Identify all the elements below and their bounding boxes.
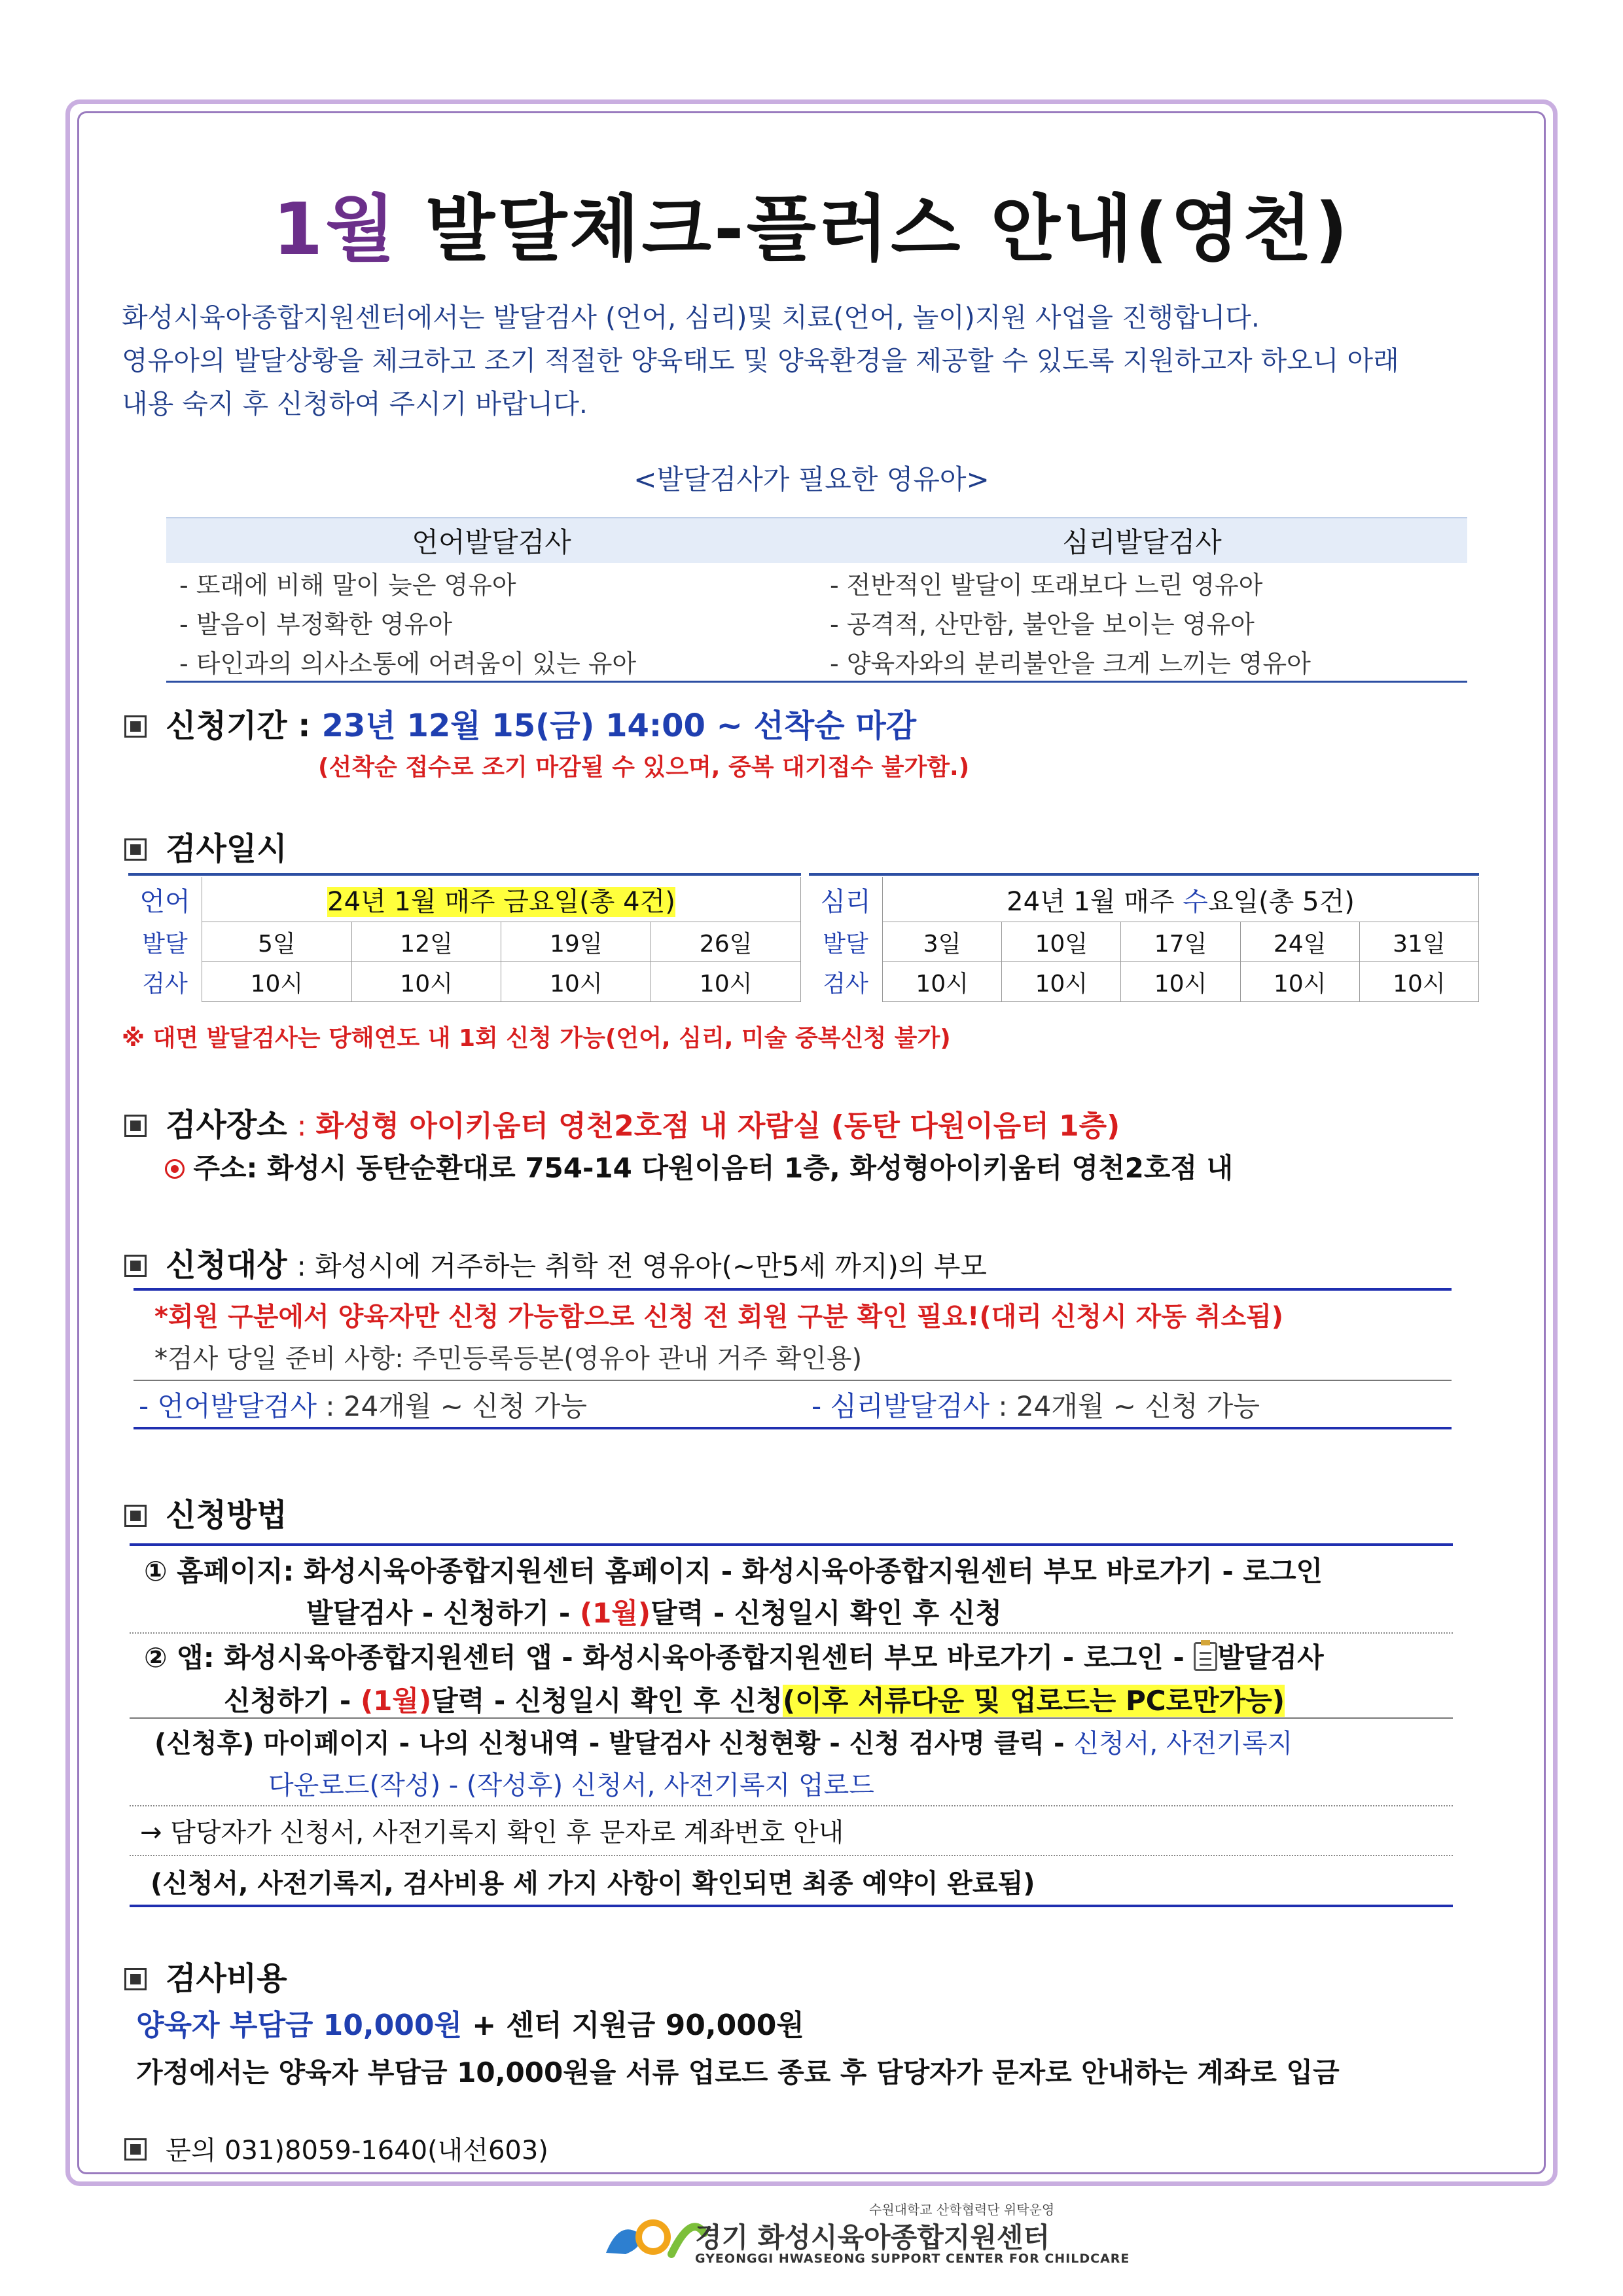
schedule-rule (128, 873, 801, 876)
target-lang: - 언어발달검사 : 24개월 ~ 신청 가능 (139, 1390, 587, 1422)
psy-side-label: 발달 (823, 930, 868, 958)
schedule-label: 검사일시 (166, 831, 287, 867)
contact-label: 문의 031)8059-1640(내선603) (166, 2136, 548, 2166)
title-month: 1월 (272, 187, 398, 271)
period-section (124, 700, 916, 745)
psy-schedule-header: 24년 1월 매주 수요일(총 5건) (883, 877, 1479, 922)
place-label: 검사장소 (166, 1107, 287, 1143)
lang-time: 10시 (351, 962, 501, 1002)
lang-date: 19일 (501, 922, 651, 962)
psy-date: 17일 (1121, 922, 1240, 962)
method-rule (130, 1717, 1453, 1719)
method-label: 신청방법 (166, 1497, 287, 1534)
footer-center-eng: GYEONGGI HWASEONG SUPPORT CENTER FOR CHILDCARE (695, 2251, 1130, 2266)
schedule-rule (809, 873, 1479, 876)
need-cell: - 공격적, 산만함, 불안을 보이는 영유아 (830, 609, 1255, 639)
contact-section (124, 2130, 548, 2167)
need-header-lang: 언어발달검사 (166, 518, 817, 563)
target-circle-icon (165, 1159, 185, 1179)
need-cell: - 또래에 비해 말이 늦은 영유아 (179, 570, 516, 600)
lang-side-label: 언어 (139, 886, 190, 917)
bullet-square-icon (124, 838, 147, 861)
target-label: 신청대상 (166, 1247, 287, 1283)
psy-side-label: 심리 (820, 886, 871, 917)
method-homepage: ① 홈페이지: 화성시육아종합지원센터 홈페이지 - 화성시육아종합지원센터 부모 바로가기 - 로그인 (144, 1555, 1323, 1587)
lang-side-label: 발달 (142, 930, 188, 958)
lang-schedule-table (128, 877, 801, 1002)
place-section: 검사장소 : 화성형 아이키움터 영천2호점 내 자람실 (동탄 다원이음터 1층) (124, 1100, 1120, 1145)
target-rule (134, 1427, 1452, 1429)
psy-date: 31일 (1359, 922, 1478, 962)
bullet-square-icon (124, 715, 147, 738)
period-label: 신청기간 : (166, 708, 311, 744)
psy-time: 10시 (1240, 962, 1359, 1002)
target-value: : 화성시에 거주하는 취학 전 영유아(~만5세 까지)의 부모 (296, 1250, 987, 1282)
bullet-square-icon (124, 2138, 147, 2161)
lang-time: 10시 (501, 962, 651, 1002)
need-table (166, 517, 1467, 683)
need-header-psy: 심리발달검사 (817, 518, 1467, 563)
title-text: 발달체크-플러스 안내(영천) (425, 187, 1351, 271)
page-title (0, 171, 1623, 275)
method-app: ② 앱: 화성시육아종합지원센터 앱 - 화성시육아종합지원센터 부모 바로가기 - 로그인 - 발달검사 (144, 1641, 1324, 1674)
psy-side-label: 검사 (823, 970, 868, 997)
psy-date: 24일 (1240, 922, 1359, 962)
center-logo-icon (599, 2207, 711, 2266)
bullet-square-icon (124, 1115, 147, 1137)
lang-date: 26일 (651, 922, 801, 962)
lang-schedule-header: 24년 1월 매주 금요일(총 4건) (202, 877, 801, 922)
need-cell: - 양육자와의 분리불안을 크게 느끼는 영유아 (817, 641, 1467, 682)
method-rule (130, 1855, 1453, 1856)
cost-amounts: 양육자 부담금 10,000원 + 센터 지원금 90,000원 (136, 2009, 804, 2042)
target-note-prep: *검사 당일 준비 사항: 주민등록등본(영유아 관내 거주 확인용) (154, 1344, 863, 1374)
method-rule (130, 1905, 1453, 1907)
psy-time: 10시 (1121, 962, 1240, 1002)
lang-date: 5일 (202, 922, 352, 962)
method-after-cont: 다운로드(작성) - (작성후) 신청서, 사전기록지 업로드 (268, 1770, 874, 1801)
need-cell: - 타인과의 의사소통에 어려움이 있는 유아 (166, 641, 817, 682)
psy-time: 10시 (883, 962, 1002, 1002)
bullet-square-icon (124, 1505, 147, 1527)
bullet-square-icon (124, 1968, 147, 1990)
place-value: 화성형 아이키움터 영천2호점 내 자람실 (동탄 다원이음터 1층) (315, 1109, 1120, 1143)
method-rule (130, 1632, 1453, 1634)
schedule-note: ※ 대면 발달검사는 당해연도 내 1회 신청 가능(언어, 심리, 미술 중복신청 불가) (122, 1025, 951, 1052)
footer-center-name: 경기 화성시육아종합지원센터 (695, 2221, 1050, 2253)
intro-line: 화성시육아종합지원센터에서는 발달검사 (언어, 심리)및 치료(언어, 놀이)지원 사업을 진행합니다. (122, 302, 1260, 333)
bullet-square-icon (124, 1255, 147, 1277)
psy-date: 10일 (1002, 922, 1121, 962)
psy-date: 3일 (883, 922, 1002, 962)
psy-time: 10시 (1359, 962, 1478, 1002)
cost-note: 가정에서는 양육자 부담금 10,000원을 서류 업로드 종료 후 담당자가 문자로 안내하는 계좌로 입금 (136, 2056, 1340, 2089)
method-rule (130, 1543, 1453, 1546)
target-rule (134, 1288, 1452, 1291)
psy-time: 10시 (1002, 962, 1121, 1002)
schedule-section (124, 823, 287, 869)
intro-text (122, 296, 1516, 425)
intro-line: 영유아의 발달상황을 체크하고 조기 적절한 양육태도 및 양육환경을 제공할 수 있도록 지원하고자 하오니 아래 (122, 345, 1399, 376)
intro-line: 내용 숙지 후 신청하여 주시기 바랍니다. (122, 388, 588, 420)
period-note: (선착순 접수로 조기 마감될 수 있으며, 중복 대기접수 불가함.) (318, 754, 970, 781)
cost-section (124, 1953, 287, 1998)
method-app-cont: 신청하기 - (1월)달력 - 신청일시 확인 후 신청(이후 서류다운 및 업로드는 PC로만가능) (224, 1685, 1285, 1717)
method-section (124, 1490, 287, 1535)
footer-operator: 수원대학교 산학협력단 위탁운영 (869, 2202, 1055, 2217)
need-heading: <발달검사가 필요한 영유아> (633, 463, 990, 495)
need-cell: - 발음이 부정확한 영유아 (179, 609, 453, 639)
method-arrow-note: → 담당자가 신청서, 사전기록지 확인 후 문자로 계좌번호 안내 (140, 1818, 844, 1848)
clipboard-icon (1194, 1642, 1217, 1671)
target-psy: - 심리발달검사 : 24개월 ~ 신청 가능 (812, 1390, 1260, 1422)
lang-date: 12일 (351, 922, 501, 962)
method-final-note: (신청서, 사전기록지, 검사비용 세 가지 사항이 확인되면 최종 예약이 완료됨) (151, 1869, 1035, 1899)
lang-side-label: 검사 (142, 970, 188, 997)
method-rule (130, 1805, 1453, 1806)
psy-schedule-table (809, 877, 1479, 1002)
place-address: 주소: 화성시 동탄순환대로 754-14 다원이음터 1층, 화성형아이키움터 영천2호점 내 (165, 1147, 1233, 1186)
target-rule (134, 1380, 1452, 1381)
period-value: 23년 12월 15(금) 14:00 ~ 선착순 마감 (321, 708, 917, 744)
lang-time: 10시 (651, 962, 801, 1002)
target-section (124, 1240, 987, 1285)
lang-time: 10시 (202, 962, 352, 1002)
cost-label: 검사비용 (166, 1960, 287, 1997)
method-homepage-cont: 발달검사 - 신청하기 - (1월)달력 - 신청일시 확인 후 신청 (306, 1597, 1002, 1629)
need-cell: - 전반적인 발달이 또래보다 느린 영유아 (830, 570, 1263, 600)
target-note-member: *회원 구분에서 양육자만 신청 가능함으로 신청 전 회원 구분 확인 필요!(대리 신청시 자동 취소됨) (154, 1302, 1284, 1332)
method-after: (신청후) 마이페이지 - 나의 신청내역 - 발달검사 신청현황 - 신청 검사명 클릭 - 신청서, 사전기록지 (154, 1729, 1293, 1759)
